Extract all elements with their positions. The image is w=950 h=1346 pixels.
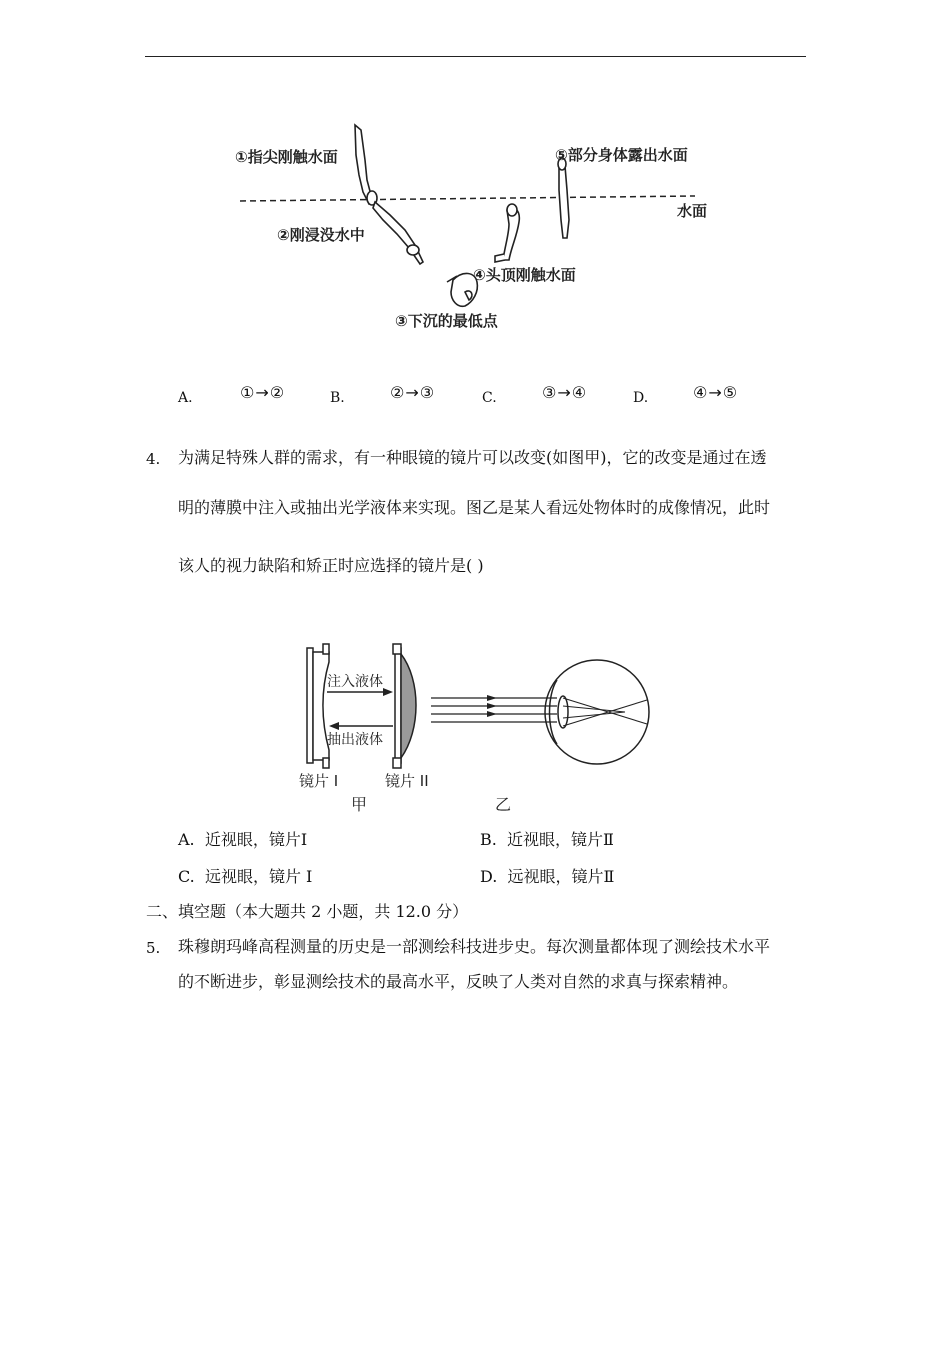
q4-line-2: 明的薄膜中注入或抽出光学液体来实现。图乙是某人看远处物体时的成像情况，此时 [178,498,771,517]
q4-line-3: 该人的视力缺陷和矫正时应选择的镜片是( ) [178,556,484,575]
diver-4-figure [495,204,519,262]
lens-1-drawing [307,644,329,768]
diver-5-figure [558,158,569,238]
q3-option-c-letter: C. [482,390,497,406]
q3-option-d-letter: D. [633,390,649,406]
extract-label: 抽出液体 [327,732,383,748]
label-stage-3: ③下沉的最低点 [395,312,498,330]
jia-label: 甲 [351,795,368,814]
yi-label: 乙 [495,795,512,814]
header-rule [145,56,806,57]
q3-option-b-text: ②→③ [390,383,436,402]
label-water-surface: 水面 [677,202,708,220]
q3-option-b-letter: B. [330,390,345,406]
label-stage-1: ①指尖刚触水面 [235,148,338,166]
label-stage-2: ②刚浸没水中 [277,226,365,244]
label-stage-4: ④头顶刚触水面 [473,266,576,284]
q5-line-1: 珠穆朗玛峰高程测量的历史是一部测绘科技进步史。每次测量都体现了测绘技术水平 [178,937,771,956]
inject-label: 注入液体 [327,674,383,690]
q4-option-c-text: 远视眼，镜片 I [204,867,313,886]
lens-2-label: 镜片 II [385,772,429,790]
q3-option-a-text: ①→② [240,383,286,402]
q4-number: 4. [146,450,161,468]
diver-1-figure [355,125,377,205]
lens-eye-svg [295,640,655,820]
q4-option-b [480,830,614,850]
q4-option-c-letter: C. [178,867,195,886]
q4-option-c [178,867,312,887]
label-stage-5: ⑤部分身体露出水面 [555,146,688,164]
eyeball-drawing [545,660,649,764]
q5-number: 5. [146,939,161,957]
q4-line-1: 为满足特殊人群的需求，有一种眼镜的镜片可以改变(如图甲)，它的改变是通过在透 [178,448,767,467]
q4-option-b-text: 近视眼，镜片Ⅱ [507,830,614,849]
q4-option-a [178,830,307,850]
water-surface-line [240,196,695,201]
q4-option-d-text: 远视眼，镜片Ⅱ [507,867,615,886]
q4-option-a-text: 近视眼，镜片Ⅰ [204,830,308,849]
diving-stages-svg [225,120,725,340]
q3-option-d-text: ④→⑤ [693,383,739,402]
q4-option-d-letter: D. [480,867,498,886]
q3-option-c-text: ③→④ [542,383,588,402]
q4-option-d [480,867,614,887]
q4-option-a-letter: A. [178,830,195,849]
q4-option-b-letter: B. [480,830,497,849]
q5-line-2: 的不断进步，彰显测绘技术的最高水平，反映了人类对自然的求真与探索精神。 [178,972,739,991]
light-rays [431,698,557,722]
diving-stages-figure [225,120,725,340]
lens-2-drawing [393,644,416,768]
section-2-heading: 二、填空题（本大题共 2 小题，共 12.0 分） [146,902,469,921]
lens-1-label: 镜片 I [299,772,339,790]
diver-2-figure [373,202,423,264]
q3-option-a-letter: A. [178,390,193,406]
lens-eye-figure [295,640,655,820]
